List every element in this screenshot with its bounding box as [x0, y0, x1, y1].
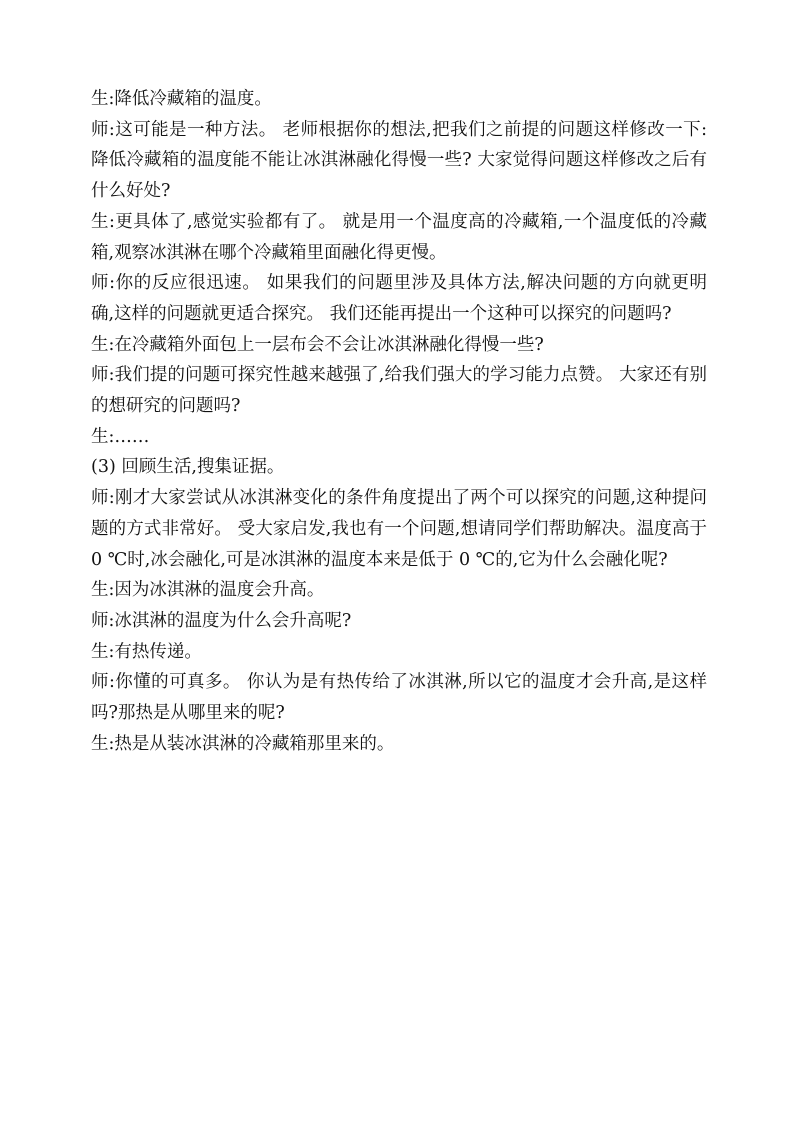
paragraph-student-7: 生:热是从装冰淇淋的冷藏箱那里来的。: [91, 733, 395, 754]
paragraph-student-1: 生:降低冷藏箱的温度。: [91, 89, 272, 109]
paragraph-teacher-2: 师:你的反应很迅速。 如果我们的问题里涉及具体方法,解决问题的方向就更明确,这样的问题就更适合探究。 我们还能再提出一个这种可以探究的问题吗?: [91, 273, 707, 324]
paragraph-student-4: 生:……: [91, 426, 150, 447]
paragraph-student-3: 生:在冷藏箱外面包上一层布会不会让冰淇淋融化得慢一些?: [91, 334, 544, 355]
paragraph-student-2: 生:更具体了,感觉实验都有了。 就是用一个温度高的冷藏箱,一个温度低的冷藏箱,观察冰淇淋在哪个冷藏箱里面融化得更慢。: [91, 211, 707, 263]
paragraph-teacher-6: 师:你懂的可真多。 你认为是有热传给了冰淇淋,所以它的温度才会升高,是这样吗?那热是从哪里来的呢?: [91, 672, 707, 724]
paragraph-teacher-3: 师:我们提的问题可探究性越来越强了,给我们强大的学习能力点赞。 大家还有别的想研究的问题吗?: [91, 365, 707, 417]
paragraph-student-5: 生:因为冰淇淋的温度会升高。: [91, 580, 325, 601]
paragraph-teacher-5: 师:冰淇淋的温度为什么会升高呢?: [91, 610, 352, 631]
paragraph-teacher-4: 师:刚才大家尝试从冰淇淋变化的条件角度提出了两个可以探究的问题,这种提问题的方式非常好。 受大家启发,我也有一个问题,想请同学们帮助解决。温度高于 0 ℃时,冰会融化,可是冰淇淋的温度本来是低于 0 ℃的,它为什么会融化呢?: [91, 488, 707, 570]
paragraph-student-6: 生:有热传递。: [91, 641, 202, 662]
document-body: [91, 84, 707, 759]
paragraph-teacher-1: 师:这可能是一种方法。 老师根据你的想法,把我们之前提的问题这样修改一下:降低冷藏箱的温度能不能让冰淇淋融化得慢一些? 大家觉得问题这样修改之后有什么好处?: [91, 119, 707, 202]
section-heading: (3) 回顾生活,搜集证据。: [91, 457, 285, 478]
